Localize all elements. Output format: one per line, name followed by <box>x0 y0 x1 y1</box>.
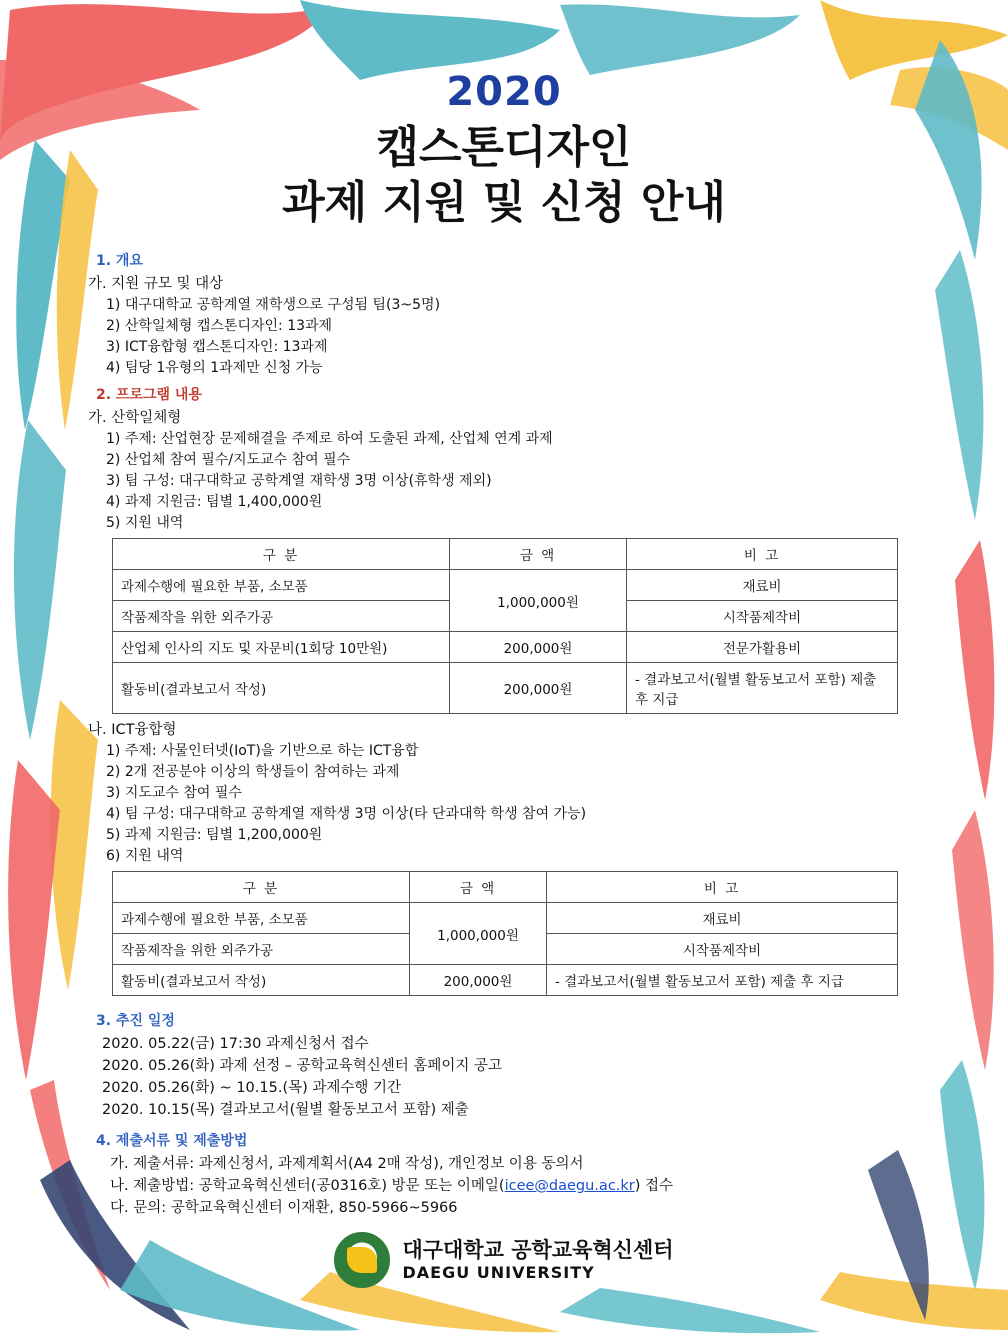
table1-header-amount: 금 액 <box>450 539 627 570</box>
table-header-row <box>113 872 898 903</box>
poster-body <box>88 250 916 1218</box>
table1-r4-note: - 결과보고서(월별 활동보고서 포함) 제출 후 지급 <box>627 663 898 714</box>
table1-r2-division: 작품제작을 위한 외주가공 <box>113 601 450 632</box>
table1-r3-note: 전문가활용비 <box>627 632 898 663</box>
section-4-heading: 4. 제출서류 및 제출방법 <box>96 1133 248 1149</box>
section-1-sub-a: 가. 지원 규모 및 대상 <box>88 276 224 292</box>
section-1-item-1: 1) 대구대학교 공학계열 재학생으로 구성됨 팀(3~5명) <box>106 297 441 313</box>
table1-r4-amount: 200,000원 <box>450 663 627 714</box>
table-row <box>113 903 898 934</box>
university-emblem-icon <box>334 1232 390 1288</box>
section-4-b-prefix: 나. 제출방법: 공학교육혁신센터(공0316호) 방문 또는 이메일( <box>110 1178 505 1194</box>
title-line-1: 캡스톤디자인 <box>376 122 632 173</box>
table1-r3-division: 산업체 인사의 지도 및 자문비(1회당 10만원) <box>113 632 450 663</box>
section-2-sub-b: 나. ICT융합형 <box>88 722 177 738</box>
section-1-item-3: 3) ICT융합형 캡스톤디자인: 13과제 <box>106 339 328 355</box>
section-2b-item-1: 1) 주제: 사물인터넷(IoT)을 기반으로 하는 ICT융합 <box>106 743 419 759</box>
section-2a-item-4: 4) 과제 지원금: 팀별 1,400,000원 <box>106 494 323 510</box>
table1-r1-division: 과제수행에 필요한 부품, 소모품 <box>113 570 450 601</box>
section-2-heading: 2. 프로그램 내용 <box>96 387 202 403</box>
section-3-item-1: 2020. 05.22(금) 17:30 과제신청서 접수 <box>102 1036 369 1052</box>
section-1-heading: 1. 개요 <box>96 253 143 269</box>
table1-header-note: 비 고 <box>627 539 898 570</box>
section-2a-item-2: 2) 산업체 참여 필수/지도교수 참여 필수 <box>106 452 351 468</box>
section-2b-item-3: 3) 지도교수 참여 필수 <box>106 785 242 801</box>
section-4-item-a: 가. 제출서류: 과제신청서, 과제계획서(A4 2매 작성), 개인정보 이용 동의서 <box>110 1156 584 1172</box>
table-row <box>113 632 898 663</box>
footer-organization-kr: 대구대학교 공학교육혁신센터 <box>402 1238 674 1263</box>
table2-r3-amount: 200,000원 <box>410 965 547 996</box>
table2-header-note: 비 고 <box>547 872 898 903</box>
section-3-item-3: 2020. 05.26(화) ~ 10.15.(목) 과제수행 기간 <box>102 1080 402 1096</box>
table-row <box>113 570 898 601</box>
section-2a-item-3: 3) 팀 구성: 대구대학교 공학계열 재학생 3명 이상(휴학생 제외) <box>106 473 492 489</box>
support-table-industry <box>112 538 898 714</box>
table2-r3-note: - 결과보고서(월별 활동보고서 포함) 제출 후 지급 <box>547 965 898 996</box>
table2-r1-division: 과제수행에 필요한 부품, 소모품 <box>113 903 410 934</box>
table2-r3-division: 활동비(결과보고서 작성) <box>113 965 410 996</box>
table-row <box>113 965 898 996</box>
table1-r4-division: 활동비(결과보고서 작성) <box>113 663 450 714</box>
section-4-b-suffix: ) 접수 <box>634 1178 674 1194</box>
table2-r1-note: 재료비 <box>547 903 898 934</box>
title-line-2: 과제 지원 및 신청 안내 <box>282 177 726 228</box>
table2-r2-division: 작품제작을 위한 외주가공 <box>113 934 410 965</box>
section-4-item-c: 다. 문의: 공학교육혁신센터 이재환, 850-5966~5966 <box>110 1200 458 1216</box>
section-4-item-b <box>110 1174 916 1195</box>
table2-header-division: 구 분 <box>113 872 410 903</box>
table2-r1-amount: 1,000,000원 <box>410 903 547 965</box>
poster-title-block <box>0 70 1008 230</box>
footer-organization-en: DAEGU UNIVERSITY <box>402 1262 595 1282</box>
contact-email-link[interactable]: icee@daegu.ac.kr <box>504 1178 635 1194</box>
support-table-ict <box>112 871 898 996</box>
title-year: 2020 <box>446 69 562 115</box>
table-row <box>113 663 898 714</box>
section-3-item-4: 2020. 10.15(목) 결과보고서(월별 활동보고서 포함) 제출 <box>102 1102 469 1118</box>
section-1-item-4: 4) 팀당 1유형의 1과제만 신청 가능 <box>106 360 323 376</box>
section-2-sub-a: 가. 산학일체형 <box>88 410 182 426</box>
section-2b-item-6: 6) 지원 내역 <box>106 848 184 864</box>
section-2b-item-4: 4) 팀 구성: 대구대학교 공학계열 재학생 3명 이상(타 단과대학 학생 참여 가능) <box>106 806 587 822</box>
table1-r3-amount: 200,000원 <box>450 632 627 663</box>
section-2b-item-2: 2) 2개 전공분야 이상의 학생들이 참여하는 과제 <box>106 764 400 780</box>
table1-r2-note: 시작품제작비 <box>627 601 898 632</box>
table1-header-division: 구 분 <box>113 539 450 570</box>
table2-header-amount: 금 액 <box>410 872 547 903</box>
table1-r1-note: 재료비 <box>627 570 898 601</box>
section-3-heading: 3. 추진 일정 <box>96 1013 175 1029</box>
section-1-item-2: 2) 산학일체형 캡스톤디자인: 13과제 <box>106 318 333 334</box>
table1-r1-amount: 1,000,000원 <box>450 570 627 632</box>
footer-logo-block <box>0 1232 1008 1292</box>
section-2a-item-1: 1) 주제: 산업현장 문제해결을 주제로 하여 도출된 과제, 산업체 연계 과제 <box>106 431 553 447</box>
table-header-row <box>113 539 898 570</box>
table2-r2-note: 시작품제작비 <box>547 934 898 965</box>
section-3-item-2: 2020. 05.26(화) 과제 선정 – 공학교육혁신센터 홈페이지 공고 <box>102 1058 502 1074</box>
section-2b-item-5: 5) 과제 지원금: 팀별 1,200,000원 <box>106 827 323 843</box>
section-2a-item-5: 5) 지원 내역 <box>106 515 184 531</box>
